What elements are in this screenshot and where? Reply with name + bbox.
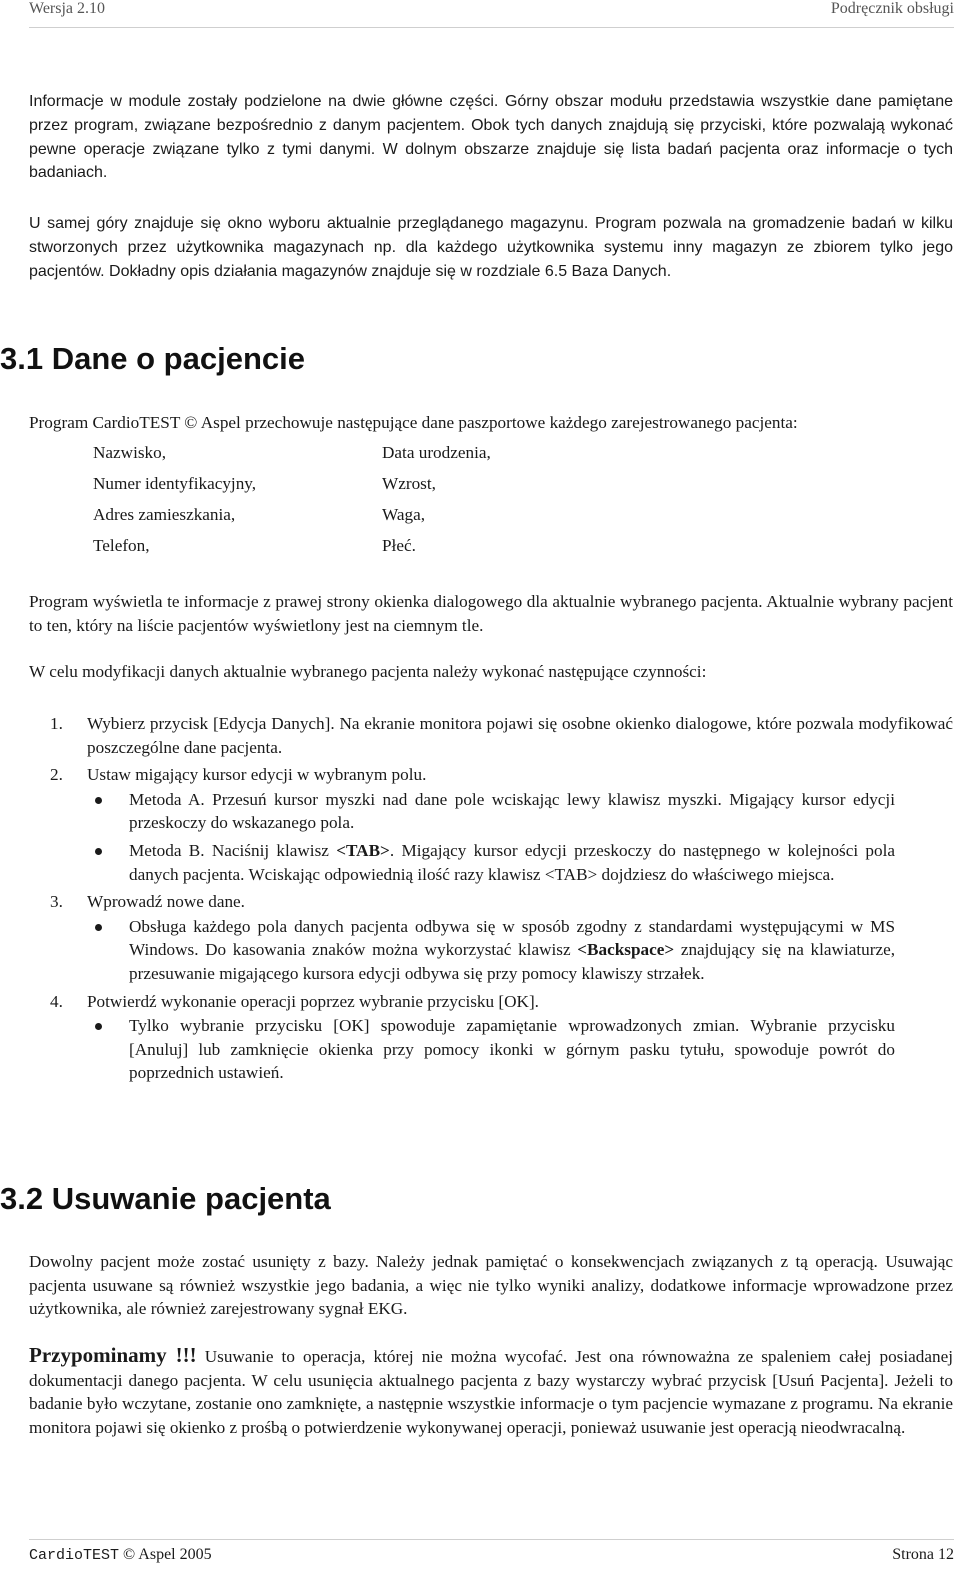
step-item: [29, 763, 953, 787]
field-name: Telefon,: [93, 536, 150, 555]
intro-block: [29, 90, 953, 185]
section-3-2-title: 3.2 Usuwanie pacjenta: [0, 1181, 331, 1216]
version-label: Wersja 2.10: [29, 0, 106, 17]
bullet-text: Obsługa każdego pola danych pacjenta odbywa się w sposób zgodny z standardami występującymi w MS Windows. Do kasowania znaków można wykorzystać klawisz: [129, 916, 895, 960]
bullet-item: [29, 915, 953, 986]
key-name: <Backspace>: [577, 940, 675, 960]
reminder-text: Usuwanie to operacja, której nie można wycofać. Jest ona równoważna ze spaleniem całej posiadanej dokumentacji danego pacjenta. W celu usunięcia aktualnego pacjenta z bazy wystarczy wybrać przycisk [Usuń Pacjenta]. Jeżeli to badanie było wczytane, zostanie ono zamknięte, a następnie wszystkie informacje o tym pacjencie wymazane z programu. Na ekranie monitora pojawi się okienko z prośbą o potwierdzenie wykonywanej operacji, ponieważ usuwanie jest operacją nieodwracalną.: [29, 1347, 953, 1437]
bullet-icon: [95, 1023, 102, 1030]
field-name: Data urodzenia,: [382, 443, 491, 462]
header-rule: [29, 27, 954, 28]
step-number: 3.: [50, 892, 63, 912]
modify-intro-paragraph: W celu modyfikacji danych aktualnie wybranego pacjenta należy wykonać następujące czynności:: [29, 662, 707, 681]
field-name: Wzrost,: [382, 474, 436, 493]
bullet-text: znajdujący się na klawiaturze, przesuwanie migającego kursora edycji odbywa się przy pomocy klawiszy strzałek.: [129, 940, 895, 983]
step-item: [29, 990, 953, 1014]
intro-paragraph-1: Informacje w module zostały podzielone na dwie główne części. Górny obszar modułu przedstawia wszystkie dane pamiętane przez program, związane bezpośrednio z danym pacjentem. Obok tych danych znajdują się przyciski, które pozwalają wykonać pewne operacje związane tylko z tymi danymi. W dolnym obszarze znajduje się lista badań pacjenta oraz informacje o tych badaniach.: [29, 93, 953, 182]
field-row: [93, 536, 693, 567]
section-3-1-lead: Program CardioTEST © Aspel przechowuje następujące dane paszportowe każdego zarejestrowanego pacjenta:: [29, 413, 798, 432]
patient-fields-list: [93, 443, 693, 567]
bullet-text: Tylko wybranie przycisku [OK] spowoduje zapamiętanie wprowadzonych zmian. Wybranie przycisku [Anuluj] lub zamknięcie okienka przy pomocy ikonki w górnym pasku tytułu, spowoduje powrót do poprzednich ustawień.: [129, 1016, 895, 1083]
bullet-text: Metoda B. Naciśnij klawisz: [129, 840, 337, 860]
intro-block-2: [29, 212, 953, 283]
bullet-icon: [95, 924, 102, 931]
step-number: 2.: [50, 765, 63, 785]
copyright-text: © Aspel 2005: [119, 1546, 212, 1563]
display-info-paragraph: Program wyświetla te informacje z prawej strony okienka dialogowego dla aktualnie wybranego pacjenta. Aktualnie wybrany pacjent to ten, który na liście pacjentów wyświetlony jest na ciemnym tle.: [29, 592, 953, 635]
page-number: Strona 12: [892, 1546, 954, 1563]
page-footer: [29, 1546, 954, 1568]
field-name: Numer identyfikacyjny,: [93, 474, 257, 493]
step-number: 1.: [50, 714, 63, 733]
bullet-text: Metoda A. Przesuń kursor myszki nad dane pole wciskając lewy klawisz myszki. Migający kursor edycji przeskoczy do wskazanego pola.: [129, 789, 895, 833]
step-text: Ustaw migający kursor edycji w wybranym polu.: [87, 765, 427, 785]
section-3-1-title: 3.1 Dane o pacjencie: [0, 341, 305, 376]
bullet-item: [29, 1014, 953, 1085]
bullet-icon: [95, 797, 102, 804]
field-row: [93, 505, 693, 536]
field-name: Płeć.: [382, 536, 416, 555]
footer-rule: [29, 1539, 954, 1540]
step-text: Potwierdź wykonanie operacji poprzez wybranie przycisku [OK].: [87, 991, 539, 1011]
bullet-item: [29, 788, 953, 835]
key-name: <TAB>: [336, 840, 390, 860]
reminder-paragraph: [29, 1344, 953, 1439]
bullet-icon: [95, 848, 102, 855]
field-row: [93, 443, 693, 474]
step-text: Wybierz przycisk [Edycja Danych]. Na ekranie monitora pojawi się osobne okienko dialogowe, które pozwala modyfikować poszczególne dane pacjenta.: [87, 714, 953, 757]
intro-paragraph-2: U samej góry znajduje się okno wyboru aktualnie przeglądanego magazynu. Program pozwala na gromadzenie badań w kilku stworzonych przez użytkownika magazynach np. dla każdego użytkownika systemu inny magazyn ze zbiorem tylko jego pacjentów. Dokładny opis działania magazynów znajduje się w rozdziale 6.5 Baza Danych.: [29, 215, 953, 280]
field-name: Adres zamieszkania,: [93, 505, 236, 524]
reminder-label: Przypominamy !!!: [29, 1343, 197, 1367]
field-name: Nazwisko,: [93, 443, 167, 462]
modify-steps-list: [29, 712, 953, 1085]
product-name: CardioTEST: [29, 1547, 120, 1564]
page-header: [29, 0, 954, 22]
step-item: [29, 712, 953, 759]
delete-info-paragraph: Dowolny pacjent może zostać usunięty z bazy. Należy jednak pamiętać o konsekwencjach związanych z tą operacją. Usuwając pacjenta usuwane są również wszystkie jego badania, a więc nie tylko wyniki analizy, dodatkowe informacje wprowadzone przez użytkownika, ale również zarejestrowany sygnał EKG.: [29, 1252, 953, 1319]
field-row: [93, 474, 693, 505]
footer-left: [29, 1546, 212, 1564]
manual-title: Podręcznik obsługi: [830, 0, 954, 17]
bullet-item: [29, 839, 953, 886]
bullet-text: . Migający kursor edycji przeskoczy do następnego w kolejności pola danych pacjenta. Wciskając odpowiednią ilość razy klawisz <TAB> dojdziesz do właściwego miejsca.: [129, 840, 896, 884]
step-item: [29, 890, 953, 914]
step-number: 4.: [50, 991, 63, 1011]
step-text: Wprowadź nowe dane.: [87, 892, 245, 912]
field-name: Waga,: [382, 505, 425, 524]
